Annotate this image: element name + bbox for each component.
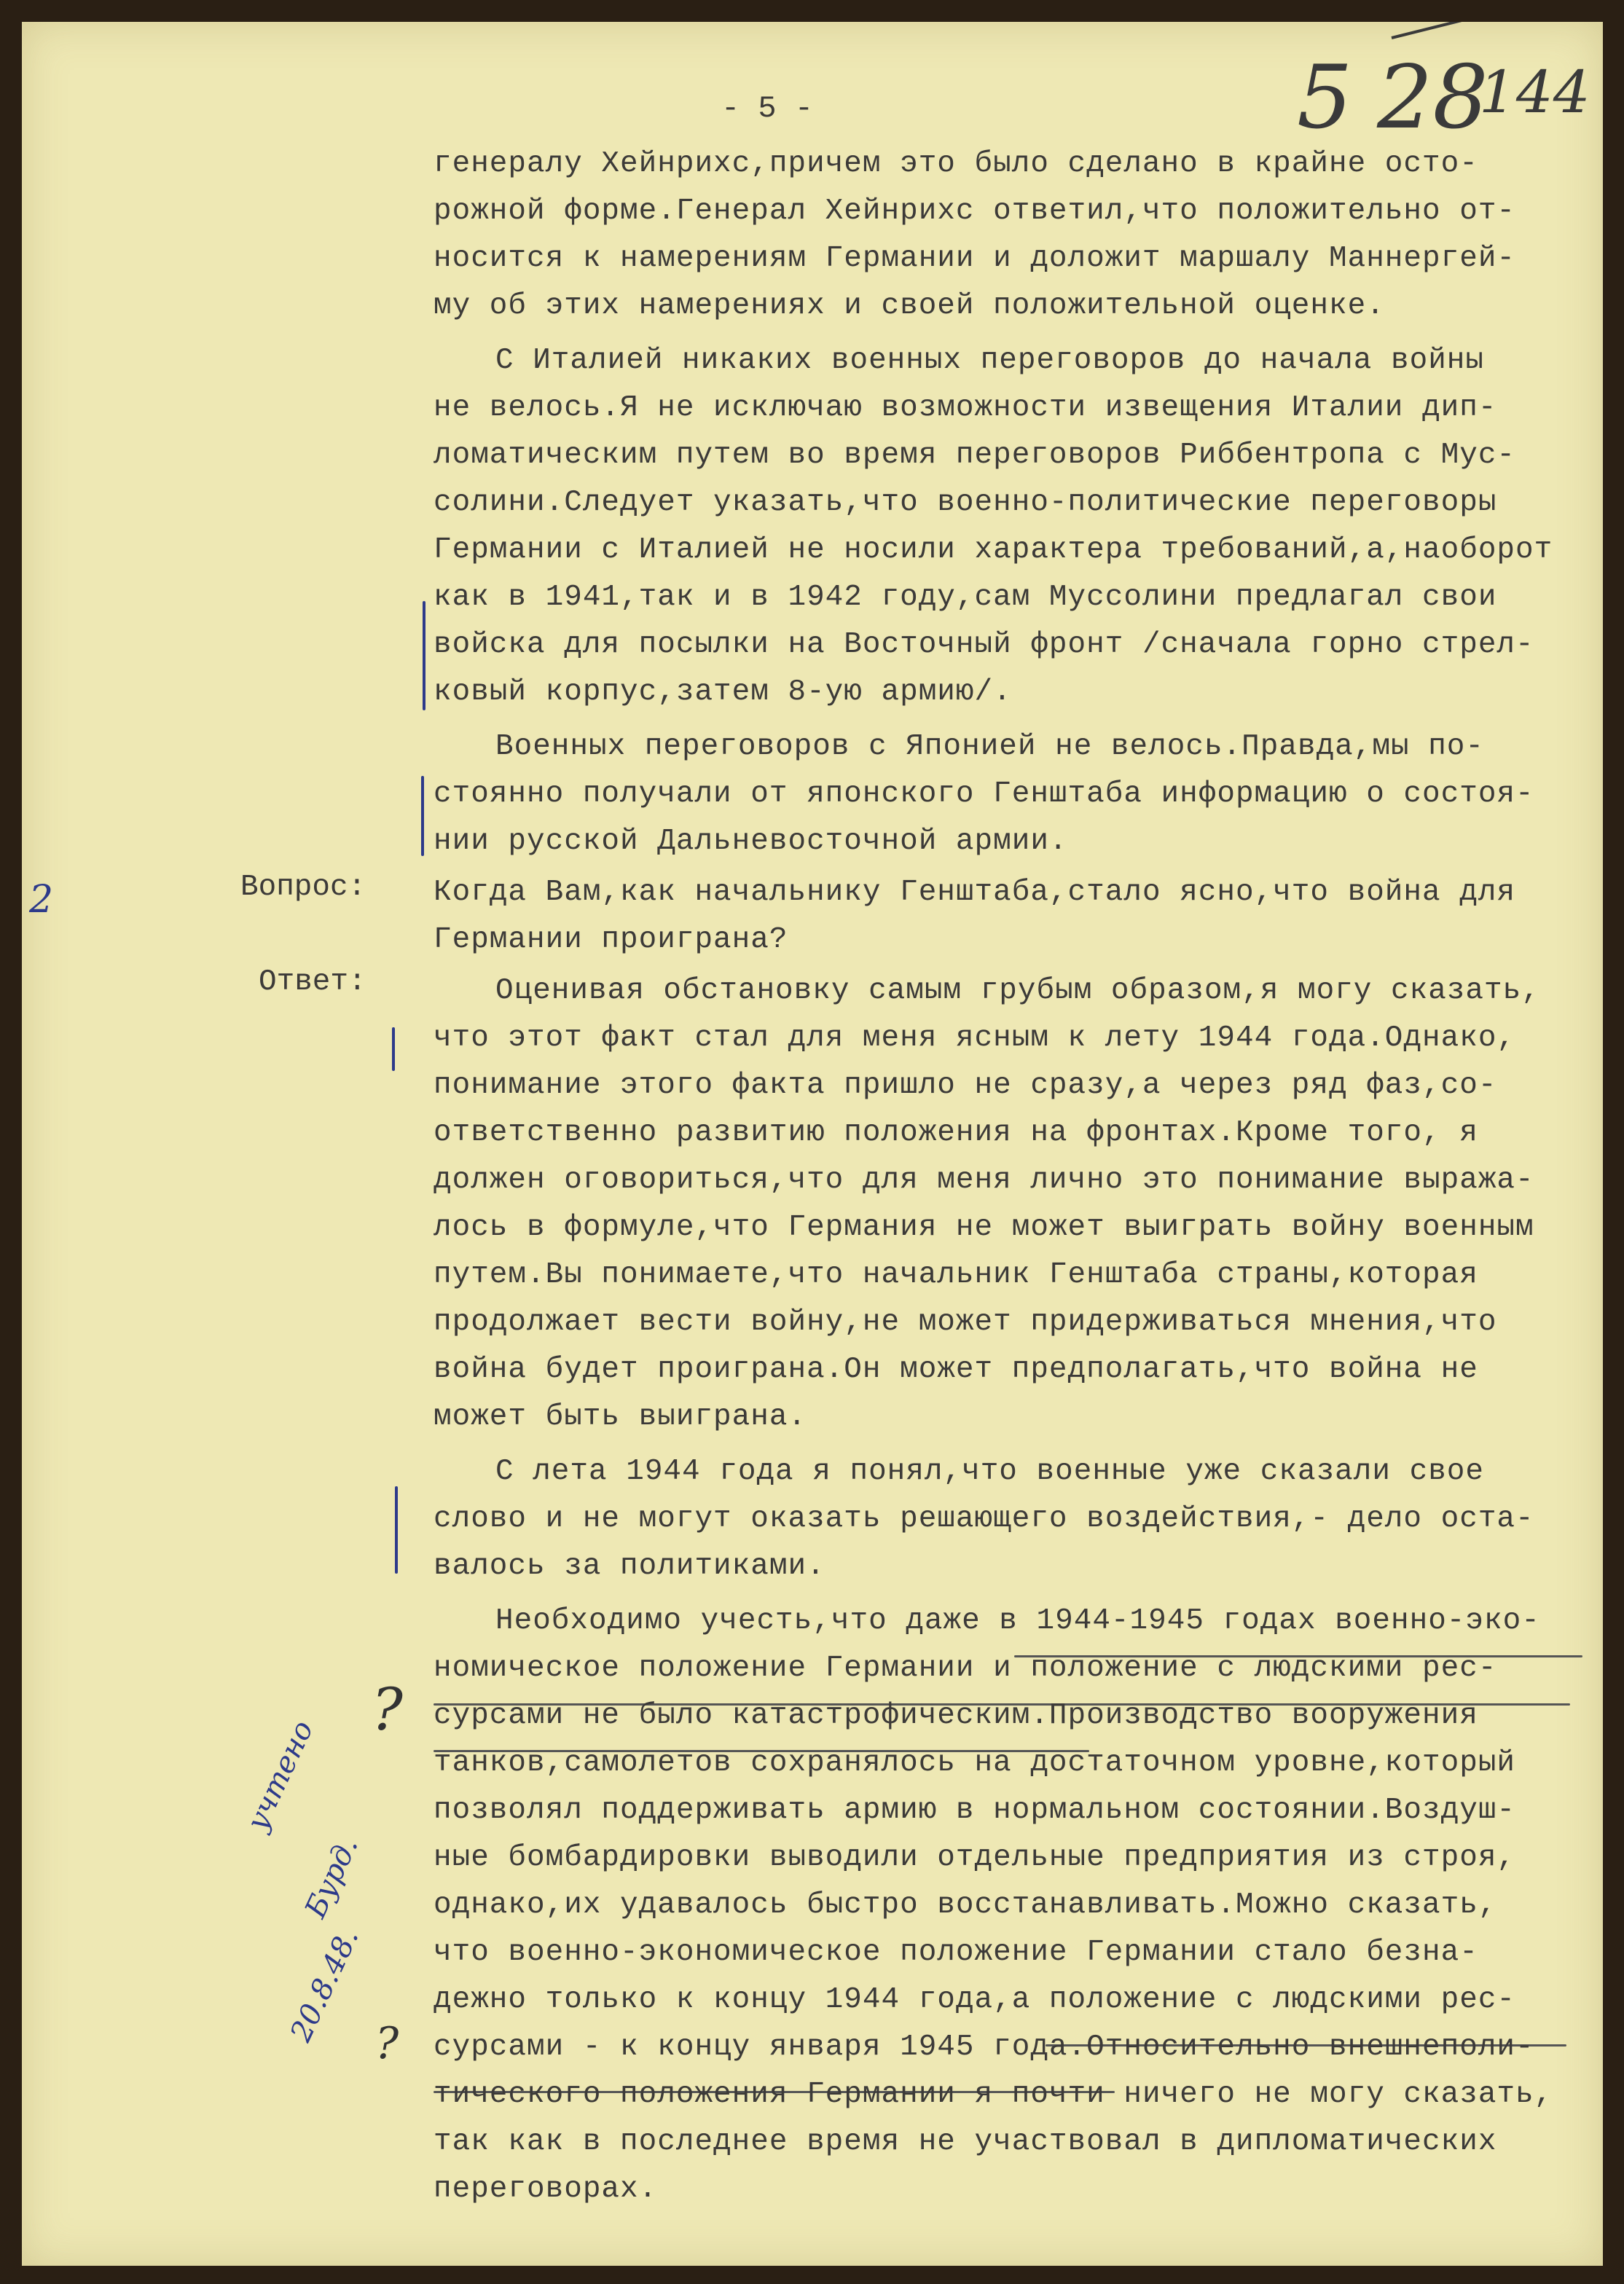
answer-label: Ответ: [259, 965, 366, 999]
text-line: так как в последнее время не участвовал в дипломатических [434, 2125, 1497, 2159]
margin-bar [421, 776, 424, 856]
text-line: ответственно развитию положения на фронтах.Кроме того, я [434, 1116, 1478, 1150]
text-line: С Италией никаких военных переговоров до начала войны [495, 344, 1485, 377]
text-line: С лета 1944 года я понял,что военные уже сказали свое [495, 1455, 1485, 1488]
text-line: му об этих намерениях и своей положительной оценке. [434, 289, 1385, 323]
text-line: Когда Вам,как начальнику Генштаба,стало ясно,что война для [434, 876, 1516, 909]
text-line: нии русской Дальневосточной армии. [434, 825, 1068, 858]
text-line: Военных переговоров с Японией не велось.Правда,мы по- [495, 730, 1485, 764]
text-line: путем.Вы понимаете,что начальник Генштаба страны,которая [434, 1258, 1478, 1292]
text-line: не велось.Я не исключаю возможности извещения Италии дип- [434, 391, 1497, 425]
folio-number-struck: 144 [1479, 58, 1590, 126]
margin-bar [392, 1027, 395, 1071]
text-line: слово и не могут оказать решающего воздействия,- дело оста- [434, 1502, 1534, 1536]
margin-bar [423, 601, 425, 710]
folio-number-old: 28 [1377, 47, 1488, 149]
text-line: ковый корпус,затем 8-ую армию/. [434, 675, 1012, 709]
handwritten-note-line1: учтено [240, 1715, 321, 1836]
text-line: должен оговориться,что для меня лично это понимание выража- [434, 1163, 1534, 1197]
text-line: лось в формуле,что Германия не может выиграть войну военным [434, 1211, 1534, 1244]
handwritten-note-line2: Бурд. [299, 1832, 365, 1923]
question-label: Вопрос: [240, 871, 366, 904]
document-page [22, 22, 1603, 2266]
text-line: сурсами не было катастрофическим.Производство вооружения [434, 1699, 1478, 1732]
text-line: солини.Следует указать,что военно-политические переговоры [434, 486, 1497, 519]
text-line: дежно только к концу 1944 года,а положение с людскими рес- [434, 1983, 1516, 2017]
text-line: может быть выиграна. [434, 1400, 807, 1434]
text-line: танков,самолетов сохранялось на достаточном уровне,который [434, 1746, 1516, 1780]
text-line: Германии проиграна? [434, 923, 788, 957]
text-line: понимание этого факта пришло не сразу,а через ряд фаз,со- [434, 1069, 1497, 1102]
text-line: переговорах. [434, 2173, 658, 2206]
text-line: номическое положение Германии и положение с людскими рес- [434, 1652, 1497, 1685]
text-line: Германии с Италией не носили характера требований,а,наоборот [434, 533, 1553, 567]
folio-number-new: 5 [1297, 47, 1353, 149]
text-line: что военно-экономическое положение Германии стало безна- [434, 1936, 1478, 1969]
folio-strike-line [1392, 22, 1603, 39]
text-line: позволял поддерживать армию в нормальном состоянии.Воздуш- [434, 1794, 1516, 1827]
page-number: - 5 - [721, 91, 814, 126]
text-line: стоянно получали от японского Генштаба информацию о состоя- [434, 777, 1534, 811]
text-line: Оценивая обстановку самым грубым образом,я могу сказать, [495, 974, 1540, 1008]
text-line: однако,их удавалось быстро восстанавливать.Можно сказать, [434, 1888, 1497, 1922]
text-line: тического положения Германии я почти ничего не могу сказать, [434, 2078, 1553, 2111]
text-line: валось за политиками. [434, 1550, 825, 1583]
text-line: войска для посылки на Восточный фронт /сначала горно стрел- [434, 628, 1534, 662]
text-line: война будет проиграна.Он может предполагать,что война не [434, 1353, 1478, 1386]
text-line: ломатическим путем во время переговоров Риббентропа с Мус- [434, 439, 1516, 472]
text-line: Необходимо учесть,что даже в 1944-1945 годах военно-эко- [495, 1604, 1540, 1638]
question-mark-note-2: ? [375, 2018, 399, 2069]
question-number-note: 2 [29, 878, 54, 922]
text-line: как в 1941,так и в 1942 году,сам Муссолини предлагал свои [434, 581, 1497, 614]
text-line: рожной форме.Генерал Хейнрихс ответил,что положительно от- [434, 195, 1516, 228]
margin-bar [395, 1486, 398, 1574]
text-line: продолжает вести войну,не может придерживаться мнения,что [434, 1306, 1497, 1339]
text-line: ные бомбардировки выводили отдельные предприятия из строя, [434, 1841, 1516, 1875]
text-line: сурсами - к концу января 1945 года.Относительно внешнеполи- [434, 2030, 1534, 2064]
text-line: что этот факт стал для меня ясным к лету 1944 года.Однако, [434, 1021, 1516, 1055]
text-line: генералу Хейнрихс,причем это было сделано в крайне осто- [434, 147, 1478, 181]
text-line: носится к намерениям Германии и доложит маршалу Маннергей- [434, 242, 1516, 275]
handwritten-note-date: 20.8.48. [284, 1923, 366, 2047]
question-mark-note-1: ? [372, 1676, 403, 1743]
